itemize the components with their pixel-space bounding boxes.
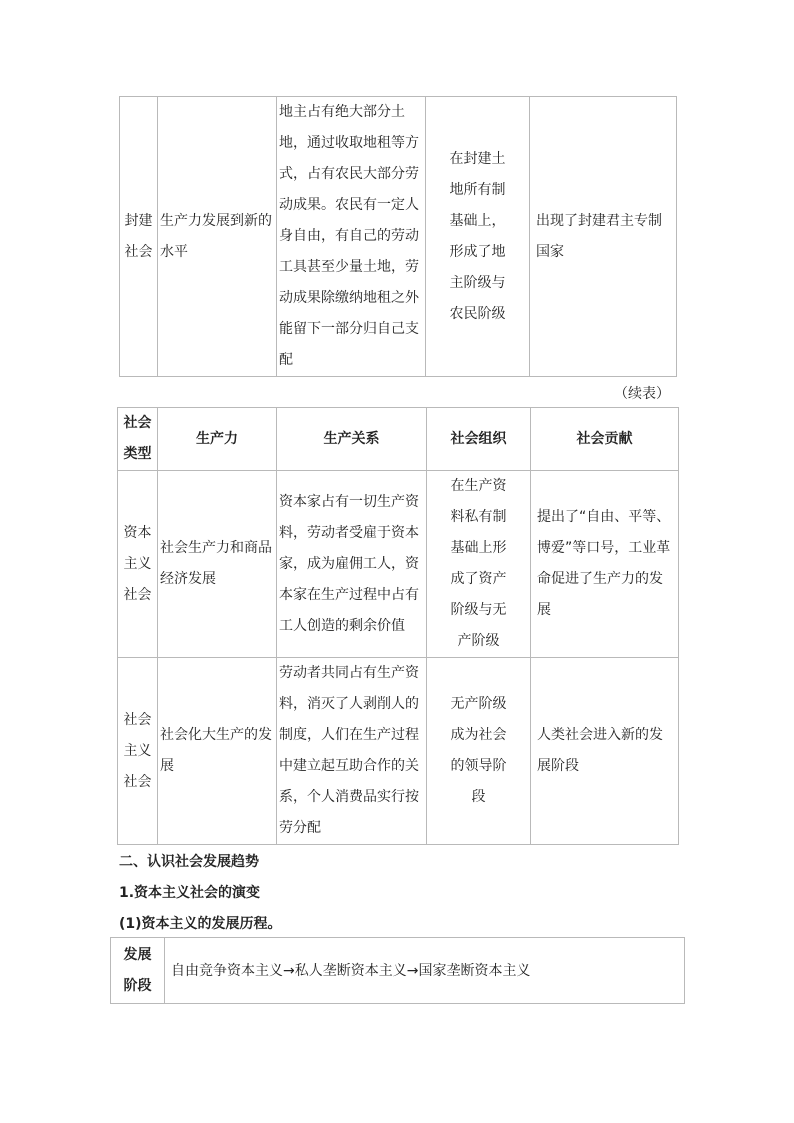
cell-society-type: 社会主义社会 bbox=[118, 658, 158, 845]
table-feudal-row bbox=[119, 96, 677, 377]
cell-contribution: 人类社会进入新的发展阶段 bbox=[531, 658, 679, 845]
header-society-type: 社会类型 bbox=[118, 408, 158, 471]
section-heading: 二、认识社会发展趋势 bbox=[119, 854, 259, 870]
cell-organization: 在生产资料私有制基础上形成了资产阶级与无产阶级 bbox=[427, 471, 531, 658]
table-header-row bbox=[118, 408, 679, 471]
continued-label: （续表） bbox=[614, 386, 670, 402]
cell-organization: 在封建土地所有制基础上，形成了地主阶级与农民阶级 bbox=[426, 97, 530, 377]
cell-society-type: 资本主义社会 bbox=[118, 471, 158, 658]
table-row bbox=[118, 658, 679, 845]
sub-sub-heading: (1)资本主义的发展历程。 bbox=[119, 916, 282, 932]
cell-stage-label: 发展阶段 bbox=[111, 938, 165, 1004]
cell-productivity: 社会化大生产的发展 bbox=[158, 658, 277, 845]
table-row bbox=[120, 97, 677, 377]
cell-contribution: 出现了封建君主专制国家 bbox=[530, 97, 677, 377]
sub-heading: 1.资本主义社会的演变 bbox=[119, 885, 261, 901]
cell-productivity: 生产力发展到新的水平 bbox=[158, 97, 277, 377]
table-development-stages bbox=[110, 937, 685, 1004]
cell-stage-value: 自由竞争资本主义→私人垄断资本主义→国家垄断资本主义 bbox=[165, 938, 685, 1004]
cell-relations: 劳动者共同占有生产资料，消灭了人剥削人的制度，人们在生产过程中建立起互助合作的关系，个人消费品实行按劳分配 bbox=[277, 658, 427, 845]
table-row bbox=[118, 471, 679, 658]
cell-relations: 资本家占有一切生产资料，劳动者受雇于资本家，成为雇佣工人，资本家在生产过程中占有工人创造的剩余价值 bbox=[277, 471, 427, 658]
header-productivity: 生产力 bbox=[158, 408, 277, 471]
cell-society-type: 封建社会 bbox=[120, 97, 158, 377]
cell-organization: 无产阶级成为社会的领导阶段 bbox=[427, 658, 531, 845]
cell-productivity: 社会生产力和商品经济发展 bbox=[158, 471, 277, 658]
table-row bbox=[111, 938, 685, 1004]
cell-relations: 地主占有绝大部分土地，通过收取地租等方式，占有农民大部分劳动成果。农民有一定人身自由，有自己的劳动工具甚至少量土地，劳动成果除缴纳地租之外能留下一部分归自己支配 bbox=[277, 97, 426, 377]
header-organization: 社会组织 bbox=[427, 408, 531, 471]
header-relations: 生产关系 bbox=[277, 408, 427, 471]
cell-contribution: 提出了“自由、平等、博爱”等口号，工业革命促进了生产力的发展 bbox=[531, 471, 679, 658]
table-society-types bbox=[117, 407, 679, 845]
header-contribution: 社会贡献 bbox=[531, 408, 679, 471]
